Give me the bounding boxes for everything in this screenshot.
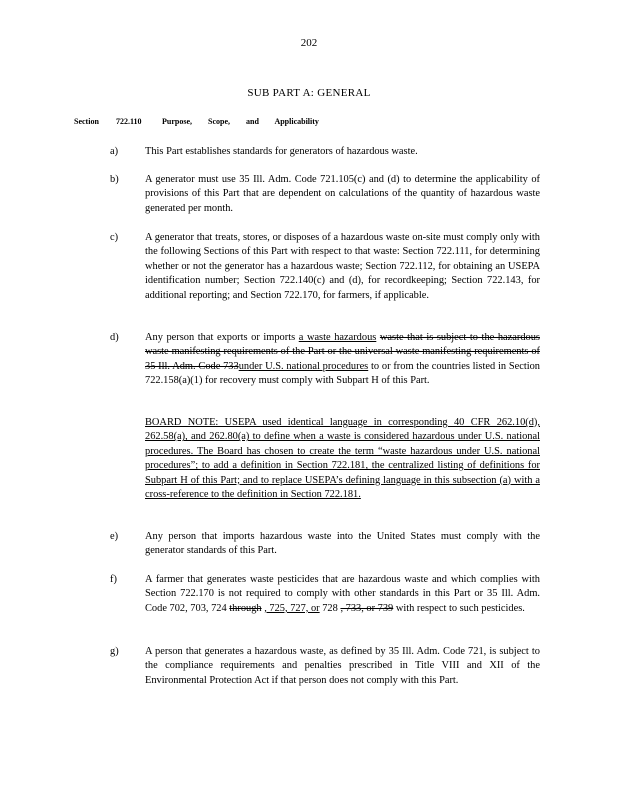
deleted-text: , 733, or 739 (340, 602, 394, 614)
paragraph-text (145, 573, 540, 616)
text-run: with respect to such pesticides. (393, 602, 525, 614)
deleted-text: waste that is subject to the hazardous waste manifesting requirements of the Part or the universal waste manifesting requirements of 35 Ill. Adm. Code 733 (145, 332, 540, 372)
text-run: to or from the countries listed in Section 722.158(a)(1) for recovery must comply with Subpart H of this Part. (145, 360, 540, 387)
text-run: 728 (319, 602, 338, 614)
inserted-text: a waste hazardous (298, 332, 377, 343)
board-note (145, 416, 540, 502)
paragraph-text: Any person that imports hazardous waste into the United States must comply with the generator standards of this Part. (145, 531, 540, 557)
deleted-text: through (229, 602, 262, 614)
section-number: 722.110 (116, 117, 142, 126)
paragraph-text: A generator must use 35 Ill. Adm. Code 721.105(c) and (d) to determine the applicability of provisions of this Part that are dependent on calculations of the quantity of hazardous waste generated per month. (145, 174, 540, 214)
paragraph-marker: a) (110, 146, 119, 157)
text-run: Any person that exports or imports (145, 332, 299, 343)
section-title: Purpose, Scope, and Applicability (162, 117, 319, 126)
paragraph-marker: f) (110, 574, 117, 585)
inserted-text: BOARD NOTE: USEPA used identical language in corresponding 40 CFR 262.10(d), 262.58(a), and 262.80(a) to define when a waste is considered hazardous under U.S. national procedures. The Board has chosen to create the term “waste hazardous under U.S. national procedures”; to add a definition in Section 722.181, the centralized listing of definitions for Subpart H of this Part; and to replace USEPA’s defining language in this subsection (a) with a cross-reference to the definition in Section 722.181. (145, 417, 540, 501)
paragraph-marker: c) (110, 232, 119, 243)
paragraph-text: This Part establishes standards for generators of hazardous waste. (145, 146, 418, 157)
section-label: Section (74, 117, 99, 126)
paragraph-text (145, 331, 540, 389)
subpart-title: SUB PART A: GENERAL (247, 87, 371, 99)
paragraph-marker: g) (110, 646, 119, 657)
page-number: 202 (300, 37, 318, 49)
paragraph-text: A person that generates a hazardous waste, as defined by 35 Ill. Adm. Code 721, is subject to the compliance requirements and penalties prescribed in Title VIII and XII of the Environmental Protection Act if that person does not comply with this Part. (145, 646, 540, 686)
paragraph-text: A generator that treats, stores, or disposes of a hazardous waste on-site must comply only with the following Sections of this Part with respect to that waste: Section 722.111, for determining whether or not the generator has a hazardous waste; Section 722.112, for obtaining an USEPA identification number; Section 722.140(c) and (d), for recordkeeping; Section 722.143, for additional reporting; and Section 722.170, for farmers, if applicable. (145, 232, 540, 301)
paragraph-marker: d) (110, 332, 119, 343)
inserted-text: , 725, 727, or (264, 602, 320, 614)
inserted-text: under U.S. national procedures (238, 360, 369, 372)
paragraph-marker: b) (110, 174, 119, 185)
text-run: A farmer that generates waste pesticides that are hazardous waste and which complies with Section 722.170 is not required to comply with other standards in this Part or 35 Ill. Adm. Code 702, 703, 724 (145, 574, 540, 614)
paragraph-marker: e) (110, 531, 119, 542)
section-heading (74, 117, 319, 126)
